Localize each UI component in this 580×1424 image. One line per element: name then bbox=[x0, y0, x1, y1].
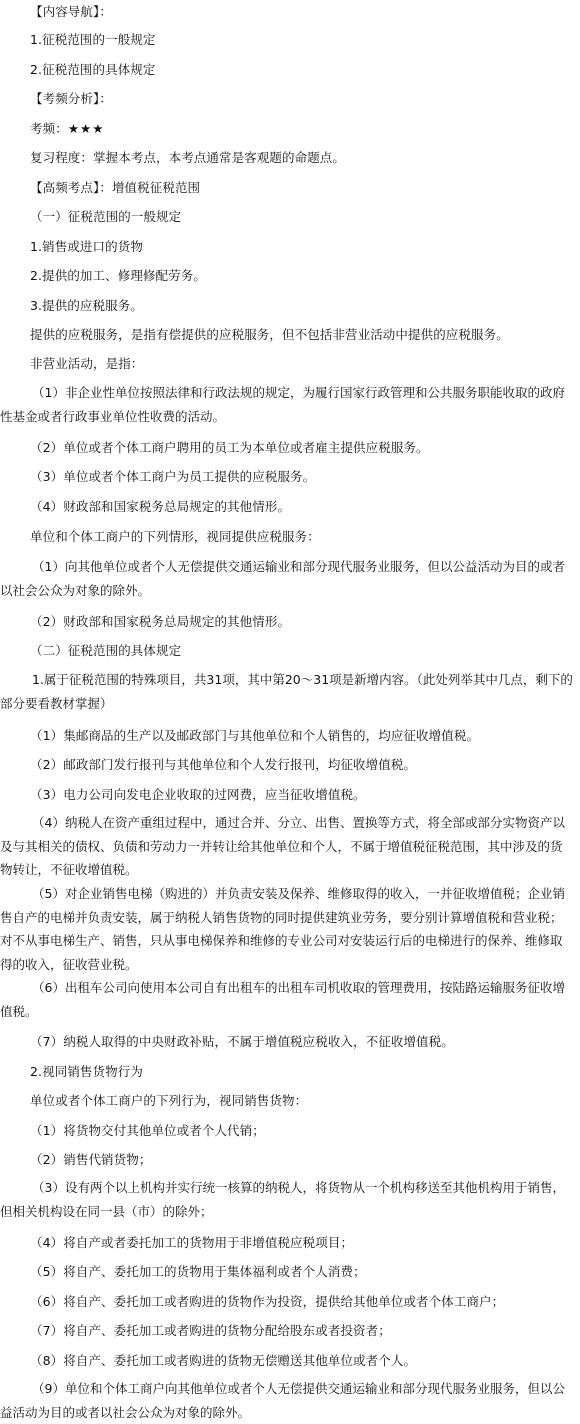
special-item-6: （6）出租车公司向使用本公司自有出租车的出租车司机收取的管理费用，按陆路运输服务征收增值税。 bbox=[0, 980, 565, 1019]
review-level: 复习程度：掌握本考点，本考点通常是客观题的命题点。 bbox=[30, 150, 346, 165]
frequency-label: 考频： bbox=[30, 121, 68, 136]
special-item-3: （3）电力公司向发电企业收取的过网费，应当征收增值税。 bbox=[30, 787, 366, 802]
non-business-item-3: （3）单位或者个体工商户为员工提供的应税服务。 bbox=[30, 469, 316, 484]
s1-item-1: 1.销售或进口的货物 bbox=[30, 239, 143, 254]
nav-item-2: 2.征税范围的具体规定 bbox=[30, 62, 156, 77]
taxable-service-definition: 提供的应税服务，是指有偿提供的应税服务，但不包括非营业活动中提供的应税服务。 bbox=[30, 327, 509, 342]
nav-item-1: 1.征税范围的一般规定 bbox=[30, 32, 156, 47]
s1-item-3: 3.提供的应税服务。 bbox=[30, 298, 143, 313]
special-item-2: （2）邮政部门发行报刊与其他单位和个人发行报刊，均征收增值税。 bbox=[30, 757, 417, 772]
section1-title: （一）征税范围的一般规定 bbox=[30, 209, 182, 224]
non-business-item-4: （4）财政部和国家税务总局规定的其他情形。 bbox=[30, 499, 291, 514]
frequency-stars: ★★★ bbox=[67, 121, 105, 136]
special-intro: 1.属于征税范围的特殊项目，共31项，其中第20～31项是新增内容。（此处列举其中几点，剩下的部分要看教材掌握） bbox=[0, 672, 573, 711]
deemed-sale-item-5: （5）将自产、委托加工的货物用于集体福利或者个人消费； bbox=[30, 1264, 366, 1279]
deemed-sale-item-9: （9）单位和个体工商户向其他单位或者个人无偿提供交通运输业和部分现代服务业服务，但以公益活动为目的或者以社会公众为对象的除外。 bbox=[0, 1381, 565, 1420]
deemed-sale-intro: 单位或者个体工商户的下列行为，视同销售货物： bbox=[30, 1093, 308, 1108]
analysis-heading: 【考频分析】： bbox=[30, 91, 112, 106]
frequency-row bbox=[30, 119, 104, 139]
special-item-7: （7）纳税人取得的中央财政补贴，不属于增值税应税收入，不征收增值税。 bbox=[30, 1034, 454, 1049]
deemed-sale-item-3: （3）设有两个以上机构并实行统一核算的纳税人，将货物从一个机构移送至其他机构用于销售，但相关机构设在同一县（市）的除外； bbox=[0, 1180, 565, 1219]
deemed-sale-item-1: （1）将货物交付其他单位或者个人代销； bbox=[30, 1123, 265, 1138]
nav-heading: 【内容导航】： bbox=[30, 4, 112, 19]
non-business-item-1: （1）非企业性单位按照法律和行政法规的规定，为履行国家行政管理和公共服务职能收取的政府性基金或者行政事业单位性收费的活动。 bbox=[0, 385, 565, 424]
non-business-intro: 非营业活动，是指： bbox=[30, 356, 144, 371]
hot-point-heading: 【高频考点】：增值税征税范围 bbox=[30, 180, 201, 195]
deemed-sale-item-4: （4）将自产或者委托加工的货物用于非增值税应税项目； bbox=[30, 1235, 354, 1250]
deemed-sale-item-8: （8）将自产、委托加工或者购进的货物无偿赠送其他单位或者个人。 bbox=[30, 1353, 417, 1368]
special-item-5: （5）对企业销售电梯（购进的）并负责安装及保养、维修取得的收入，一并征收增值税；企业销售自产的电梯并负责安装，属于纳税人销售货物的同时提供建筑业劳务，要分别计算增值税和营业税；对不从事电梯生产、销售，只从事电梯保养和维修的专业公司对安装运行后的电梯进行的保养、维修取得的收入，征收营业税。 bbox=[0, 886, 565, 972]
deemed-service-item-1: （1）向其他单位或者个人无偿提供交通运输业和部分现代服务业服务，但以公益活动为目的或者以社会公众为对象的除外。 bbox=[0, 559, 565, 598]
special-item-1: （1）集邮商品的生产以及邮政部门与其他单位和个人销售的，均应征收增值税。 bbox=[30, 728, 480, 743]
deemed-service-intro: 单位和个体工商户的下列情形，视同提供应税服务： bbox=[30, 529, 320, 544]
non-business-item-2: （2）单位或者个体工商户聘用的员工为本单位或者雇主提供应税服务。 bbox=[30, 440, 429, 455]
deemed-sale-title: 2.视同销售货物行为 bbox=[30, 1064, 143, 1079]
deemed-sale-item-7: （7）将自产、委托加工或者购进的货物分配给股东或者投资者； bbox=[30, 1323, 391, 1338]
deemed-service-item-2: （2）财政部和国家税务总局规定的其他情形。 bbox=[30, 614, 291, 629]
section2-title: （二）征税范围的具体规定 bbox=[30, 643, 182, 658]
deemed-sale-item-2: （2）销售代销货物； bbox=[30, 1152, 152, 1167]
deemed-sale-item-6: （6）将自产、委托加工或者购进的货物作为投资，提供给其他单位或者个体工商户； bbox=[30, 1294, 505, 1309]
s1-item-2: 2.提供的加工、修理修配劳务。 bbox=[30, 268, 206, 283]
special-item-4: （4）纳税人在资产重组过程中，通过合并、分立、出售、置换等方式，将全部或部分实物资产以及与其相关的债权、负债和劳动力一并转让给其他单位和个人，不属于增值税征税范围，其中涉及的货物转让，不征收增值税。 bbox=[0, 815, 565, 877]
